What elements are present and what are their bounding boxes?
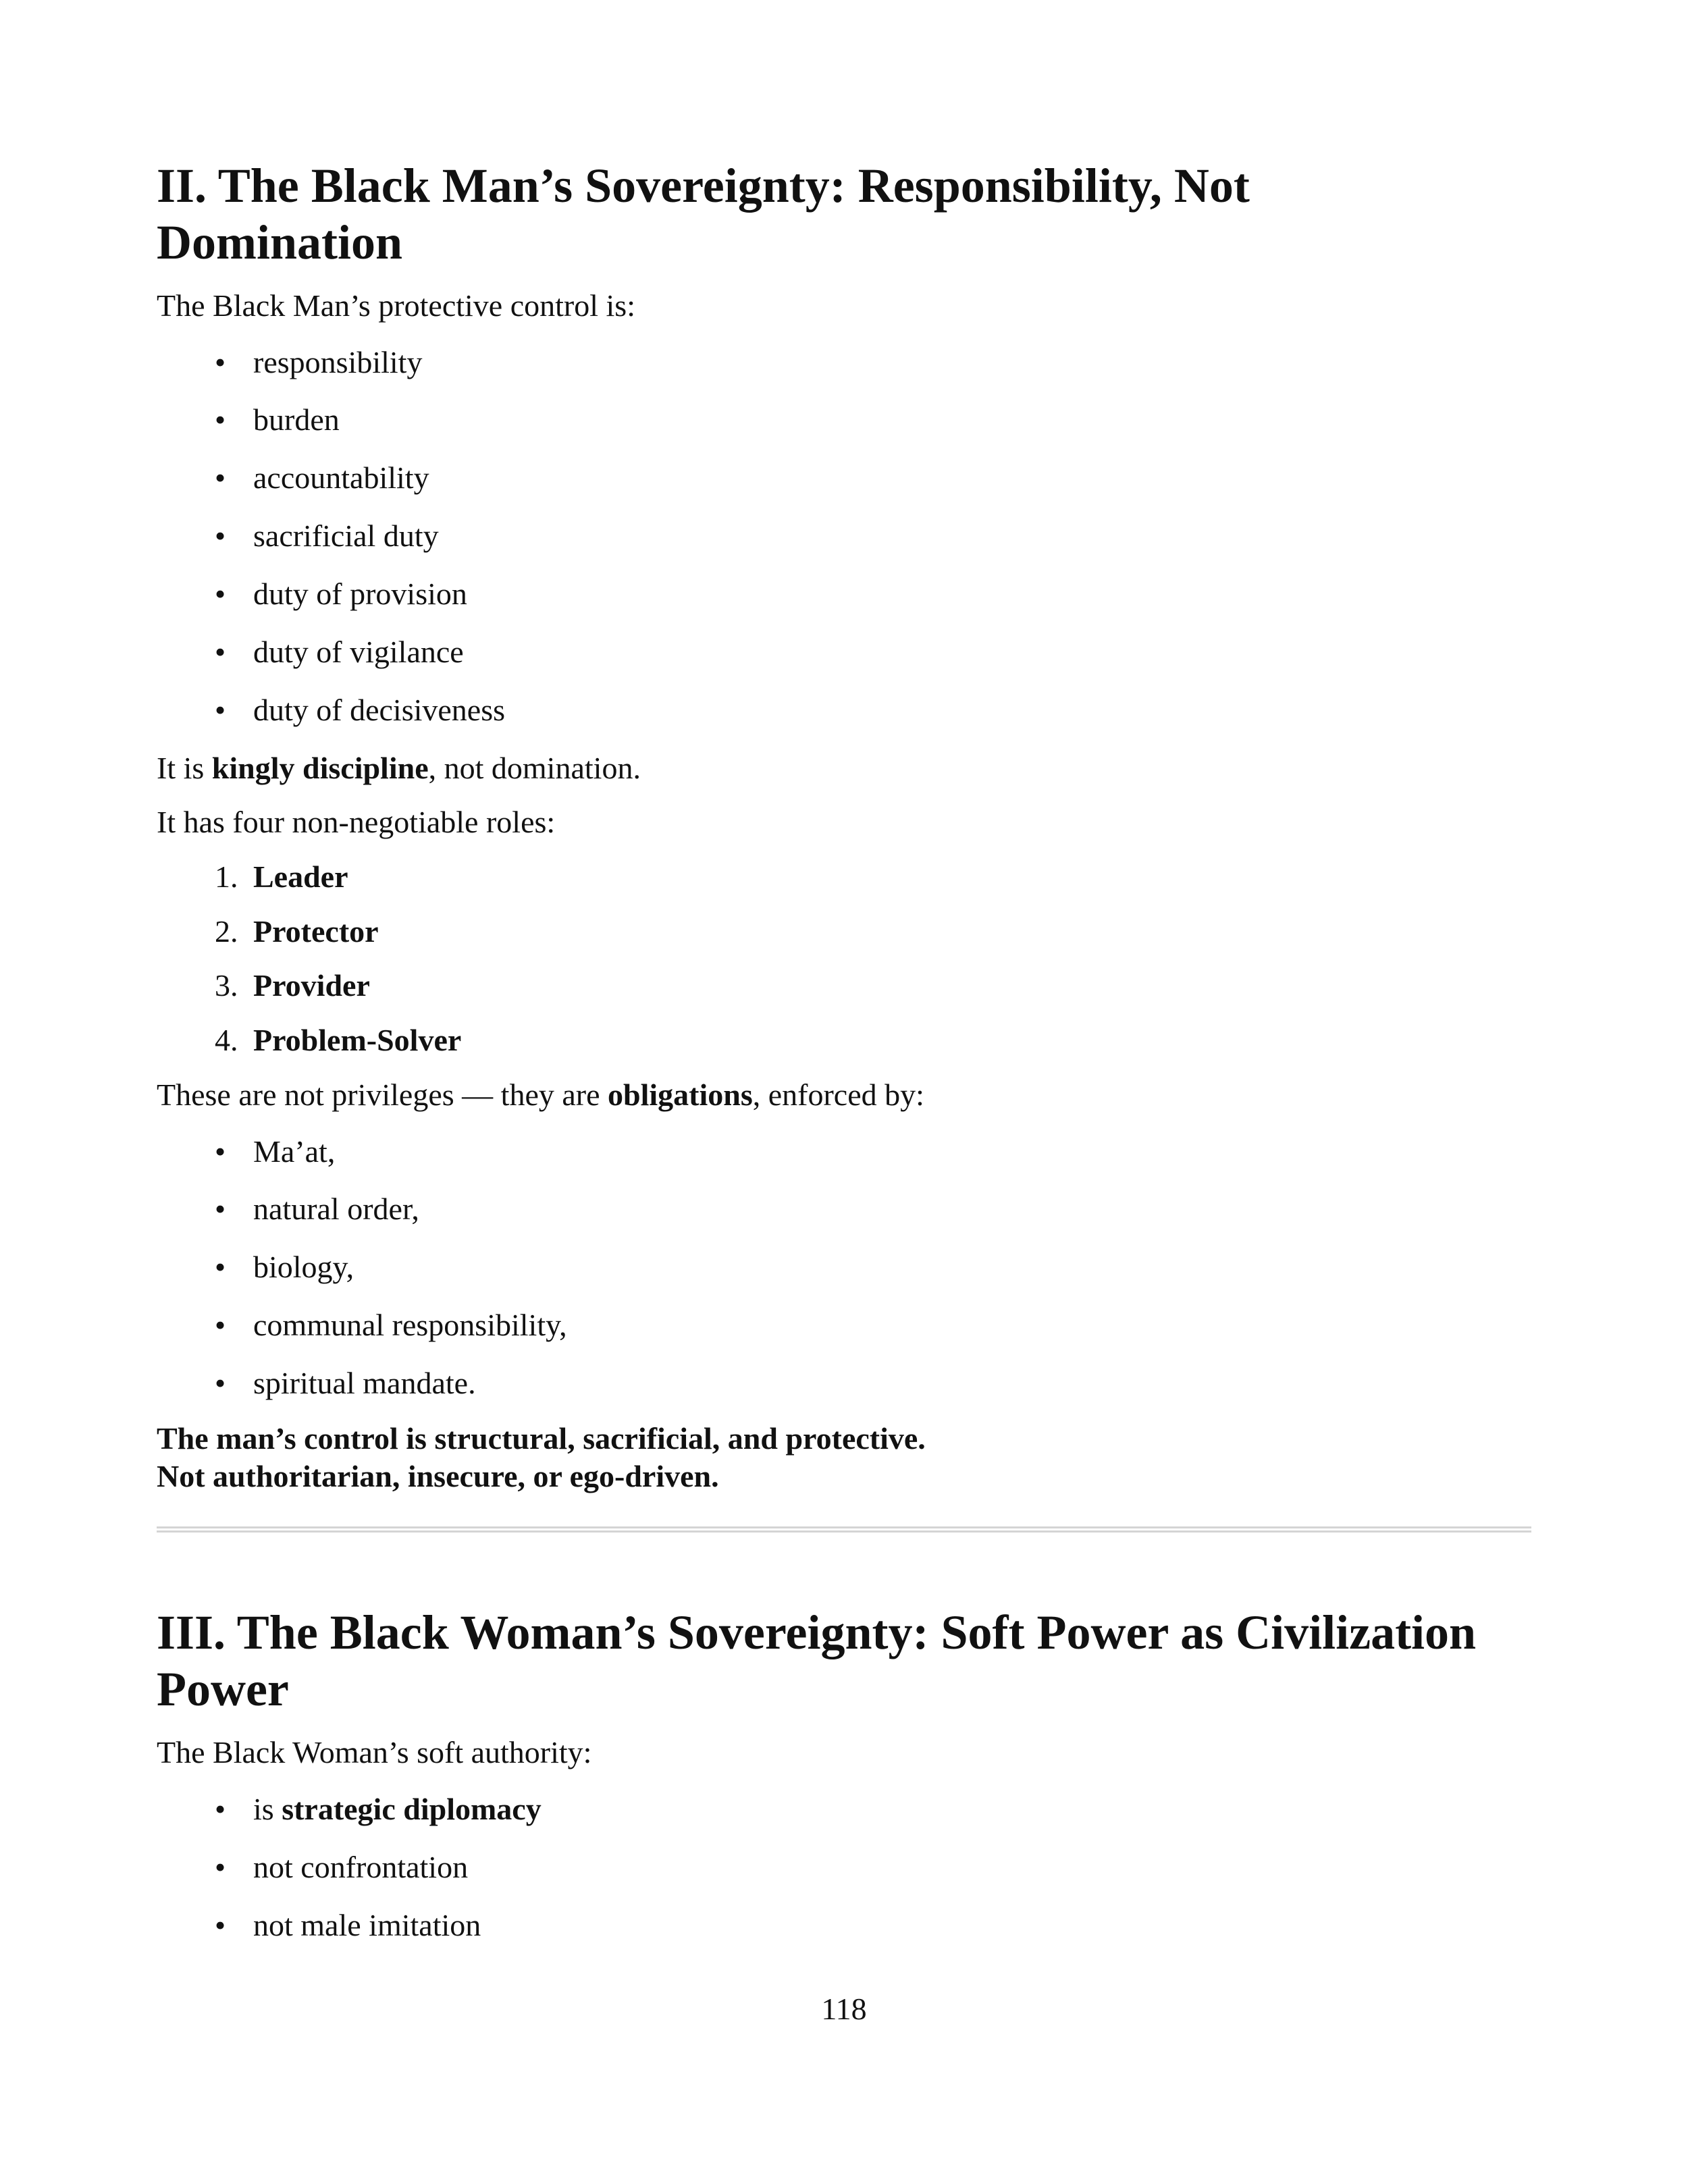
list-item: duty of vigilance (253, 635, 464, 669)
bullet-icon: • (215, 577, 226, 611)
text-run: , enforced by: (752, 1077, 924, 1112)
section-3-heading-line-1: III. The Black Woman’s Sovereignty: Soft Power as Civilization (157, 1605, 1477, 1659)
bullet-icon: • (215, 1250, 226, 1284)
list-item: spiritual mandate. (253, 1366, 476, 1400)
section-3-intro: The Black Woman’s soft authority: (157, 1735, 592, 1769)
list-item: duty of provision (253, 577, 467, 611)
list-item: Problem-Solver (253, 1023, 462, 1057)
list-item: Protector (253, 914, 379, 949)
bullet-icon: • (215, 402, 226, 437)
text-run: These are not privileges — they are (157, 1077, 608, 1112)
bold-text-run: kingly discipline (211, 751, 429, 785)
list-item: communal responsibility, (253, 1308, 567, 1342)
list-number: 3. (215, 968, 238, 1003)
list-item: natural order, (253, 1192, 419, 1226)
closing-statement (157, 1420, 926, 1495)
text-run: It is (157, 751, 212, 785)
section-3-heading (157, 1604, 1575, 1717)
list-number: 1. (215, 859, 238, 894)
bullet-icon: • (215, 1792, 226, 1826)
bullet-icon: • (215, 1366, 226, 1400)
bullet-icon: • (215, 1192, 226, 1226)
list-item: Ma’at, (253, 1134, 336, 1169)
bullet-icon: • (215, 1134, 226, 1169)
list-item: duty of decisiveness (253, 693, 506, 727)
list-item: Leader (253, 859, 348, 894)
bullet-icon: • (215, 693, 226, 727)
bullet-icon: • (215, 345, 226, 379)
section-3-heading-line-2: Power (157, 1662, 289, 1716)
text-run: , not domination. (428, 751, 641, 785)
list-number: 4. (215, 1023, 238, 1057)
list-item: sacrificial duty (253, 518, 439, 553)
list-number: 2. (215, 914, 238, 949)
list-item: burden (253, 402, 340, 437)
list-item: accountability (253, 460, 429, 495)
section-2-heading-line-1: II. The Black Man’s Sovereignty: Responsibility, Not (157, 159, 1250, 213)
list-item (253, 1790, 542, 1828)
list-item: not male imitation (253, 1908, 481, 1942)
bold-text-run: obligations (608, 1077, 753, 1112)
bullet-icon: • (215, 1908, 226, 1942)
roles-intro: It has four non-negotiable roles: (157, 805, 556, 839)
kingly-discipline-sentence (157, 749, 641, 787)
bullet-icon: • (215, 635, 226, 669)
list-item: biology, (253, 1250, 354, 1284)
bullet-icon: • (215, 1308, 226, 1342)
obligations-sentence (157, 1076, 924, 1114)
list-item: not confrontation (253, 1850, 469, 1884)
bold-text-run: strategic diplomacy (282, 1792, 542, 1826)
list-item: Provider (253, 968, 370, 1003)
section-2-intro: The Black Man’s protective control is: (157, 288, 635, 323)
page-number: 118 (821, 1992, 867, 2026)
bullet-icon: • (215, 460, 226, 495)
bullet-icon: • (215, 518, 226, 553)
bullet-icon: • (215, 1850, 226, 1884)
closing-line-2: Not authoritarian, insecure, or ego-driven. (157, 1459, 719, 1493)
text-run: is (253, 1792, 282, 1826)
section-2-heading (157, 157, 1575, 271)
section-divider (157, 1526, 1531, 1533)
list-item: responsibility (253, 345, 423, 379)
closing-line-1: The man’s control is structural, sacrificial, and protective. (157, 1421, 926, 1456)
section-2-heading-line-2: Domination (157, 215, 403, 269)
